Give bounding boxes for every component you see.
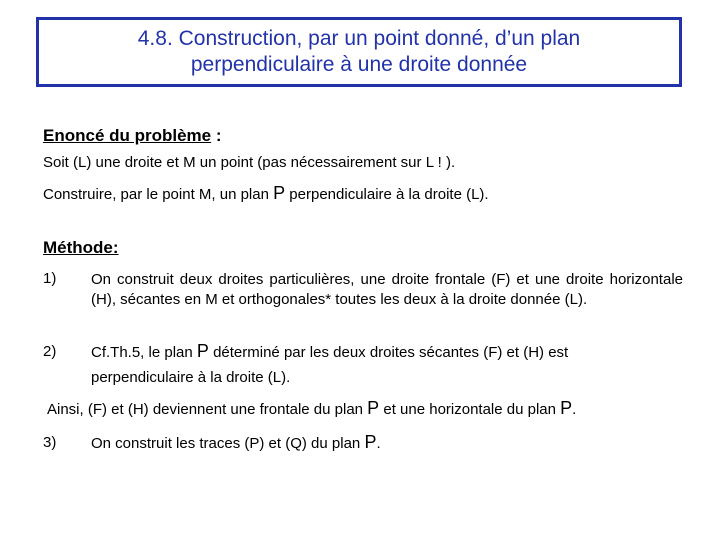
enonce-line-2-after: perpendiculaire à la droite (L). — [285, 186, 489, 203]
ainsi-middle: et une horizontale du plan — [379, 401, 561, 418]
item-1-text: On construit deux droites particulières, une droite frontale (F) et une droite horizontale (H), sécantes en M et orthogonales* toutes les deux à la droite donnée (L). — [91, 271, 683, 308]
enonce-line-2 — [43, 183, 489, 204]
plane-symbol: P — [560, 398, 573, 418]
plane-symbol: P — [273, 183, 286, 203]
ainsi-line — [47, 398, 576, 419]
item-3-end: . — [376, 435, 381, 452]
item-2-line-1-before: Cf.Th.5, le plan — [91, 344, 197, 361]
item-2-line-1 — [91, 341, 568, 362]
enonce-line-2-before: Construire, par le point M, un plan — [43, 186, 274, 203]
title-box — [36, 17, 682, 87]
item-1-number: 1) — [43, 270, 57, 287]
item-3-text — [91, 432, 381, 453]
item-2-number: 2) — [43, 343, 57, 360]
item-3-number: 3) — [43, 434, 57, 451]
enonce-heading-text: Enoncé du problème — [43, 126, 212, 145]
methode-heading-text: Méthode: — [43, 238, 119, 257]
plane-symbol: P — [364, 432, 377, 452]
ainsi-end: . — [572, 401, 577, 418]
enonce-heading-colon: : — [211, 126, 222, 145]
methode-heading — [43, 238, 119, 258]
enonce-line-1: Soit (L) une droite et M un point (pas nécessairement sur L ! ). — [43, 154, 456, 171]
item-3-before: On construit les traces (P) et (Q) du plan — [91, 435, 365, 452]
plane-symbol: P — [196, 341, 209, 361]
ainsi-before: Ainsi, (F) et (H) deviennent une frontale du plan — [47, 401, 368, 418]
item-2-line-1-after: déterminé par les deux droites sécantes (F) et (H) est — [208, 344, 569, 361]
title-line-1: 4.8. Construction, par un point donné, d’un plan — [137, 27, 581, 50]
title-line-2: perpendiculaire à une droite donnée — [190, 53, 528, 76]
enonce-heading — [43, 126, 222, 146]
plane-symbol: P — [367, 398, 380, 418]
item-2-line-2: perpendiculaire à la droite (L). — [91, 369, 291, 386]
